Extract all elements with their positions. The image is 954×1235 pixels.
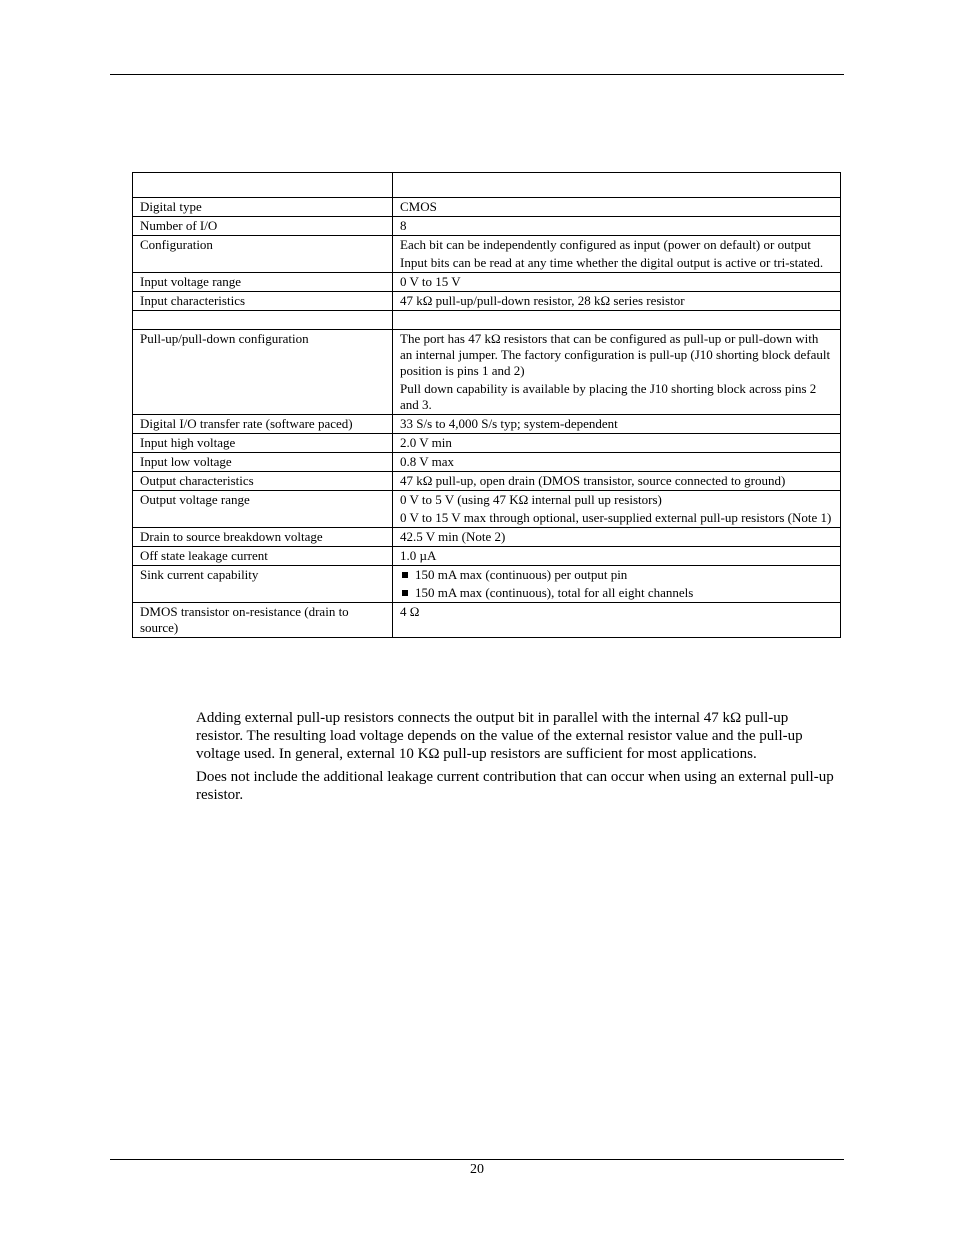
param-cell: Output characteristics <box>133 472 393 491</box>
spec-paragraph: Input bits can be read at any time whether the digital output is active or tri-stated. <box>400 255 824 270</box>
table-row <box>133 528 841 547</box>
spec-cell: 2.0 V min <box>393 434 841 453</box>
param-cell: Sink current capability <box>133 566 393 603</box>
footnotes <box>196 709 836 804</box>
spec-cell: 33 S/s to 4,000 S/s typ; system-dependent <box>393 415 841 434</box>
param-cell: Drain to source breakdown voltage <box>133 528 393 547</box>
spec-cell: 4 Ω <box>393 603 841 638</box>
param-cell: DMOS transistor on-resistance (drain to source) <box>133 603 393 638</box>
param-cell: Pull-up/pull-down configuration <box>133 330 393 415</box>
table-row <box>133 453 841 472</box>
header-rule <box>110 74 844 75</box>
spec-paragraph: 0 V to 5 V (using 47 KΩ internal pull up resistors) <box>400 492 662 507</box>
table-row <box>133 566 841 603</box>
spec-cell: 47 kΩ pull-up/pull-down resistor, 28 kΩ series resistor <box>393 292 841 311</box>
param-cell: Digital type <box>133 198 393 217</box>
digital-io-spec-table <box>132 172 841 638</box>
table-subheader-row <box>133 311 841 330</box>
spec-cell <box>393 566 841 603</box>
table-header-row <box>133 173 841 198</box>
table-row <box>133 434 841 453</box>
table-row <box>133 415 841 434</box>
param-cell: Digital I/O transfer rate (software paced) <box>133 415 393 434</box>
note-2: Does not include the additional leakage current contribution that can occur when using an external pull-up resistor. <box>196 769 834 803</box>
spec-cell: 0 V to 15 V <box>393 273 841 292</box>
param-cell: Number of I/O <box>133 217 393 236</box>
bullet-item <box>400 567 833 583</box>
square-bullet-icon <box>402 572 408 578</box>
spec-cell <box>393 491 841 528</box>
table-row <box>133 603 841 638</box>
param-cell: Input high voltage <box>133 434 393 453</box>
square-bullet-icon <box>402 590 408 596</box>
bullet-item <box>400 585 833 601</box>
table-row <box>133 547 841 566</box>
spec-paragraph: The port has 47 kΩ resistors that can be configured as pull-up or pull-down with an internal jumper. The factory configuration is pull-up (J10 shorting block default position is pins 1 and 2) <box>400 331 831 378</box>
spec-paragraph: 0 V to 15 V max through optional, user-supplied external pull-up resistors (Note 1) <box>400 510 832 525</box>
footer-rule <box>110 1159 844 1160</box>
table-row <box>133 491 841 528</box>
param-cell: Input voltage range <box>133 273 393 292</box>
spec-cell: 42.5 V min (Note 2) <box>393 528 841 547</box>
table-row <box>133 217 841 236</box>
table-row <box>133 472 841 491</box>
table-row <box>133 236 841 273</box>
spec-paragraph: Pull down capability is available by placing the J10 shorting block across pins 2 and 3. <box>400 381 817 412</box>
table-row <box>133 198 841 217</box>
table-row <box>133 292 841 311</box>
note-1: Adding external pull-up resistors connects the output bit in parallel with the internal 47 kΩ pull-up resistor. The resulting load voltage depends on the value of the external resistor value and the pull-up voltage used. In general, external 10 KΩ pull-up resistors are sufficient for most applications. <box>196 710 803 762</box>
param-cell: Output voltage range <box>133 491 393 528</box>
table-row <box>133 273 841 292</box>
spec-cell <box>393 330 841 415</box>
param-cell: Input low voltage <box>133 453 393 472</box>
table-row <box>133 330 841 415</box>
param-cell: Configuration <box>133 236 393 273</box>
page-number: 20 <box>470 1162 484 1177</box>
spec-cell: CMOS <box>393 198 841 217</box>
spec-cell: 1.0 µA <box>393 547 841 566</box>
spec-paragraph: Each bit can be independently configured as input (power on default) or output <box>400 237 811 252</box>
spec-cell <box>393 236 841 273</box>
spec-cell: 0.8 V max <box>393 453 841 472</box>
spec-cell: 47 kΩ pull-up, open drain (DMOS transistor, source connected to ground) <box>393 472 841 491</box>
bullet-text: 150 mA max (continuous), total for all eight channels <box>415 585 694 600</box>
param-cell: Off state leakage current <box>133 547 393 566</box>
spec-cell: 8 <box>393 217 841 236</box>
param-cell: Input characteristics <box>133 292 393 311</box>
bullet-text: 150 mA max (continuous) per output pin <box>415 567 628 582</box>
